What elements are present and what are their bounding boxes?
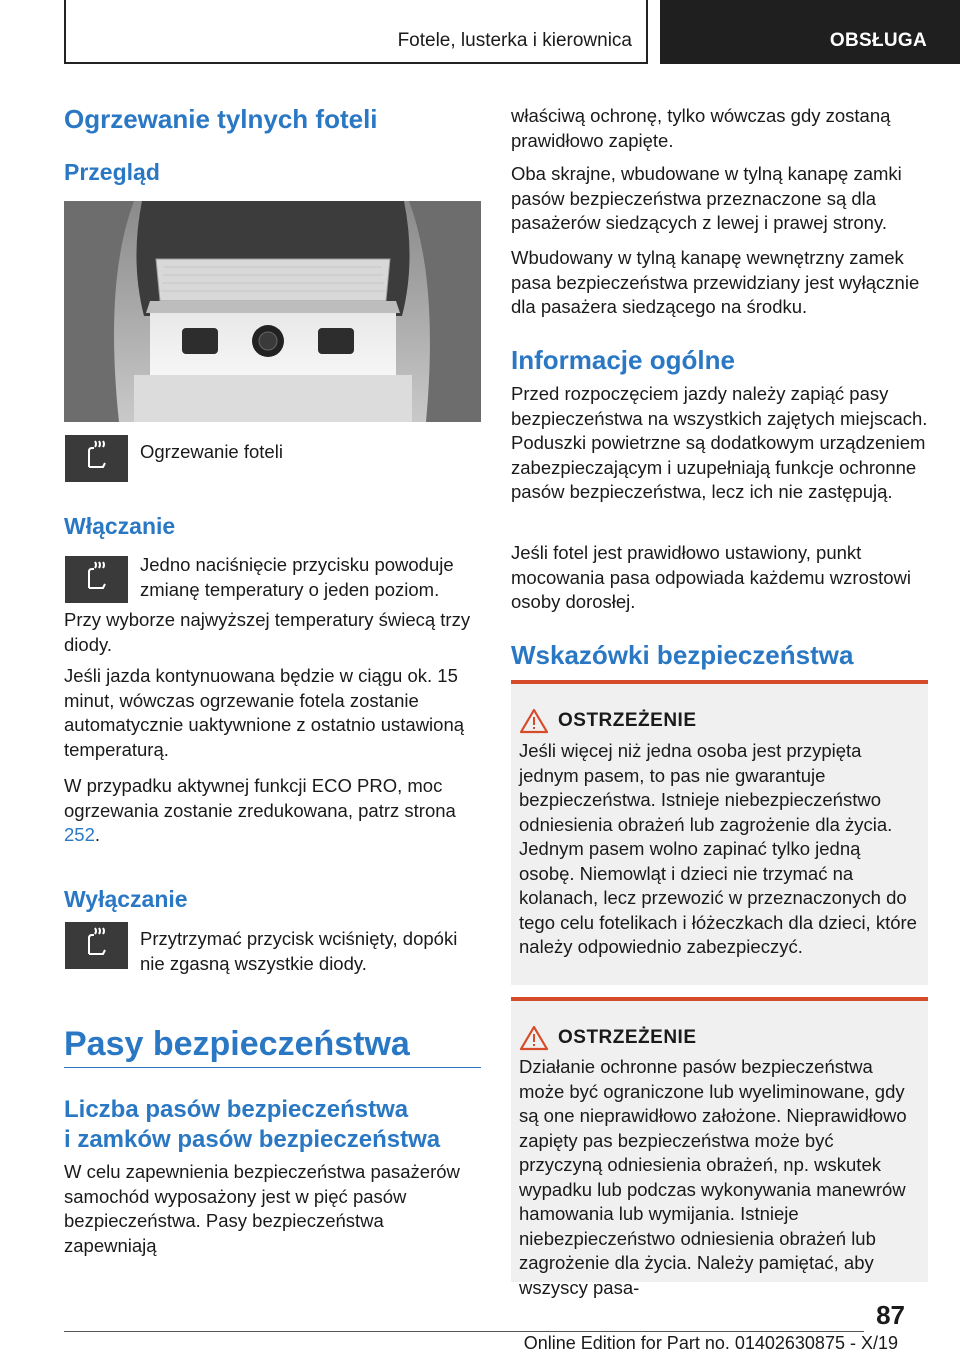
paragraph-belt-count: W celu zapewnienia bezpieczeństwa pasażerów samochód wyposażony jest w pięć pasów bezpieczeństwa. Pasy bezpieczeństwa zapewniają <box>64 1161 460 1256</box>
rear-console-photo <box>64 201 481 422</box>
page-link-252[interactable]: 252 <box>64 824 95 845</box>
seat-heating-icon-on <box>65 556 128 603</box>
paragraph-inner-buckle: Wbudowany w tylną kanapę wewnętrzny zamek pasa bezpieczeństwa przewidziany jest wyłącznie dla pasażera siedzącego na środku. <box>511 247 920 317</box>
warning-bar <box>511 997 928 1001</box>
heading-rear-seat-heating: Ogrzewanie tylnych foteli <box>64 104 378 134</box>
seat-heating-icon <box>65 435 128 482</box>
warning-text: Jeśli więcej niż jedna osoba jest przypięta jednym pasem, to pas nie gwarantuje bezpieczeństwa. Istnieje niebezpieczeństwo odniesienia obrażeń lub zagrożenie dla życia. Jednym pasem wolno zapinać tylko jedną osobę. Niemowląt i dzieci nie trzymać na kolanach, lecz przewozić w przeznaczonych do tego celu fotelikach i łóżeczkach dla dzieci, które należy odpowiednio zabezpieczyć. <box>519 740 917 957</box>
paragraph-continued: właściwą ochronę, tylko wówczas gdy zostaną prawidłowo zapięte. <box>511 105 891 151</box>
paragraph-outer-buckles: Oba skrajne, wbudowane w tylną kanapę zamki pasów bezpieczeństwa przeznaczone są dla pasażerów siedzących z lewej i prawej strony. <box>511 163 902 233</box>
heading-switch-off: Wyłączanie <box>64 886 188 912</box>
heading-belt-count-1: Liczba pasów bezpieczeństwa <box>64 1096 409 1123</box>
warning-triangle-icon <box>519 1025 549 1051</box>
eco-pro-text: W przypadku aktywnej funkcji ECO PRO, moc ogrzewania zostanie zredukowana, patrz strona <box>64 775 456 821</box>
heading-seat-belts: Pasy bezpieczeństwa <box>64 1025 410 1063</box>
chapter-title: Fotele, lusterka i kierownica <box>397 30 632 51</box>
switch-off-text: Przytrzymać przycisk wciśnięty, dopóki nie zgasną wszystkie diody. <box>140 928 458 974</box>
icon-label: Ogrzewanie foteli <box>140 441 283 462</box>
warning-bar <box>511 680 928 684</box>
warning-text: Działanie ochronne pasów bezpieczeństwa może być ograniczone lub wyeliminowane, gdy są one nieprawidłowo założone. Nieprawidłowo zapięty pas bezpieczeństwa może być przyczyną odniesienia obrażeń, np. wskutek wypadku lub podczas wykonywania manewrów hamowania lub wymijania. Istnieje niebezpieczeństwo odniesienia obrażeń lub zagrożenie dla życia. Należy pamiętać, aby wszyscy pasa- <box>519 1056 907 1298</box>
warning-title: OSTRZEŻENIE <box>558 710 697 731</box>
seat-heating-icon-off <box>65 922 128 969</box>
warning-box-1 <box>511 680 928 985</box>
footer-rule <box>64 1331 864 1332</box>
header-chapter-box <box>64 0 648 64</box>
heading-switch-on: Włączanie <box>64 513 176 539</box>
switch-on-text: Jedno naciśnięcie przycisku powoduje zmianę temperatury o jeden poziom. <box>140 554 454 600</box>
warning-title: OSTRZEŻENIE <box>558 1027 697 1048</box>
eco-pro-period: . <box>94 824 101 845</box>
heading-overview: Przegląd <box>64 159 160 185</box>
section-label: OBSŁUGA <box>829 30 927 51</box>
warning-box-2 <box>511 997 928 1298</box>
paragraph-general-info: Przed rozpoczęciem jazdy należy zapiąć pasy bezpieczeństwa na wszystkich zajętych miejscach. Poduszki powietrzne są dodatkowym urządzeniem zabezpieczającym i uzupełniają funkcje ochronne pasów bezpieczeństwa, lecz ich nie zastępują. <box>511 383 928 502</box>
heading-general-info: Informacje ogólne <box>511 345 735 375</box>
page-number: 87 <box>876 1300 905 1330</box>
heading-safety-notes: Wskazówki bezpieczeństwa <box>511 640 854 670</box>
paragraph-drive-continue: Jeśli jazda kontynuowana będzie w ciągu ok. 15 minut, wówczas ogrzewanie fotela zostanie automatycznie uaktywnione z ostatnio ustawioną temperaturą. <box>64 665 465 760</box>
paragraph-highest-temp: Przy wyborze najwyższej temperatury świecą trzy diody. <box>64 609 471 655</box>
heading-belt-count-2: i zamków pasów bezpieczeństwa <box>64 1126 441 1153</box>
section-tab <box>660 0 960 64</box>
footer-edition: Online Edition for Part no. 01402630875 - X/19 <box>523 1333 898 1353</box>
warning-triangle-icon <box>519 708 549 734</box>
section-rule <box>64 1067 481 1068</box>
paragraph-eco-pro <box>64 774 464 848</box>
paragraph-belt-anchor: Jeśli fotel jest prawidłowo ustawiony, punkt mocowania pasa odpowiada każdemu wzrostowi osoby dorosłej. <box>511 542 912 612</box>
